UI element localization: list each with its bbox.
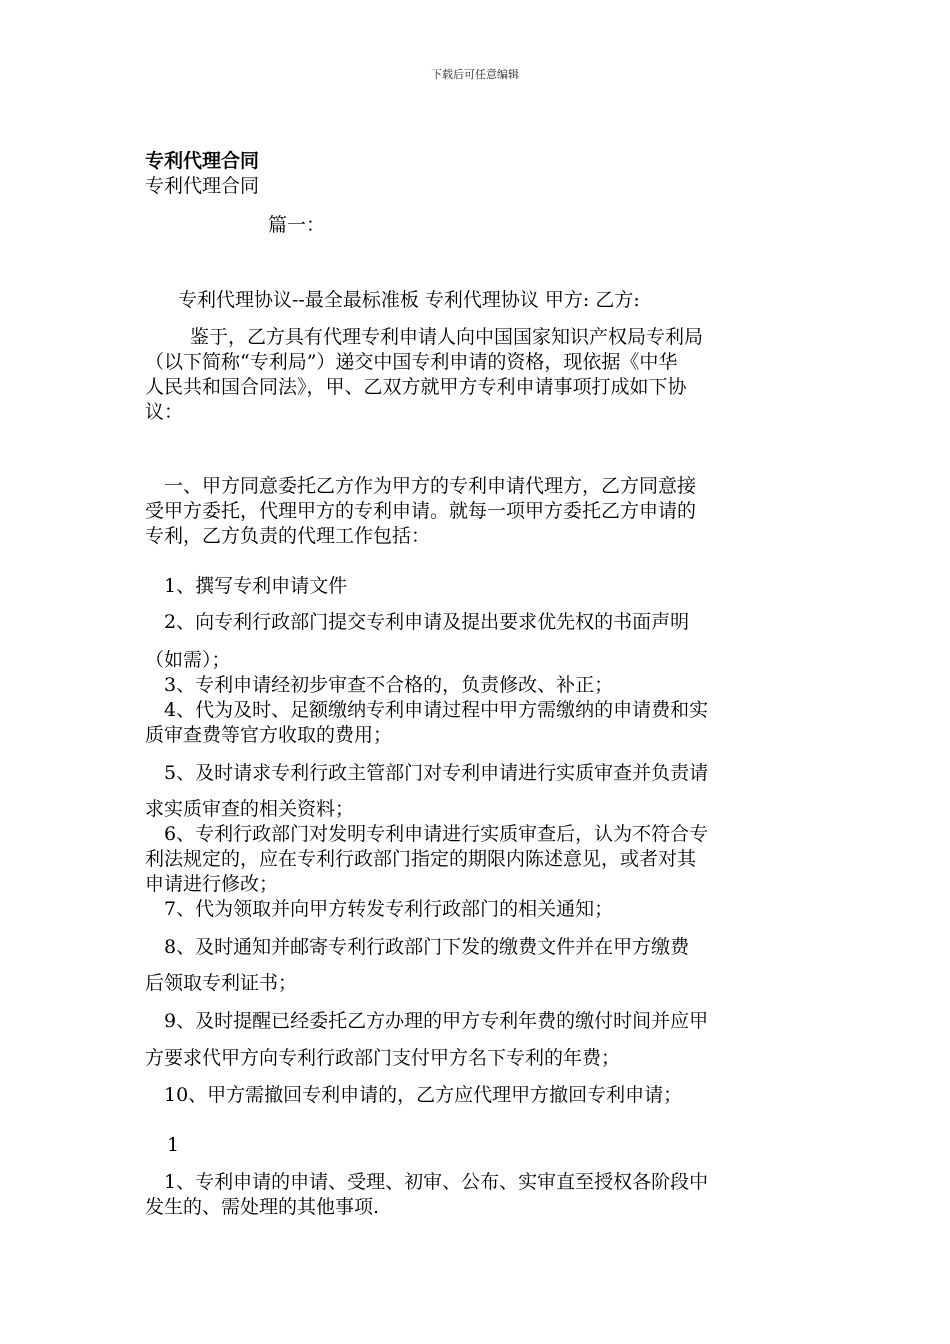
list-item: 质审查费等官方收取的费用；	[145, 724, 393, 746]
intro-line: 鉴于，乙方具有代理专利申请人向中国国家知识产权局专利局	[190, 326, 704, 348]
list-item: 利法规定的，应在专利行政部门指定的期限内陈述意见，或者对其	[145, 848, 697, 870]
page-number: 1	[167, 1134, 180, 1156]
list-item: 5、及时请求专利行政主管部门对专利申请进行实质审查并负责请	[164, 762, 709, 784]
intro-line: 人民共和国合同法》，甲、乙双方就甲方专利申请事项打成如下协	[145, 376, 687, 398]
agreement-heading: 专利代理协议--最全最标准板 专利代理协议 甲方: 乙方:	[178, 289, 640, 311]
list-item: 4、代为及时、足额缴纳专利申请过程中甲方需缴纳的申请费和实	[164, 699, 709, 721]
clause-1-line: 一、甲方同意委托乙方作为甲方的专利申请代理方，乙方同意接	[164, 475, 697, 497]
list-item: （如需）；	[145, 649, 231, 671]
list-item: 后领取专利证书；	[145, 972, 298, 994]
document-subtitle: 专利代理合同	[145, 175, 260, 197]
intro-line: （以下简称“专利局”）递交中国专利申请的资格，现依据《中华	[145, 351, 678, 373]
list-item: 3、专利申请经初步审查不合格的，负责修改、补正；	[164, 674, 614, 696]
list-item: 9、及时提醒已经委托乙方办理的甲方专利年费的缴付时间并应甲	[164, 1010, 709, 1032]
list-item: 10、甲方需撤回专利申请的，乙方应代理甲方撤回专利申请；	[164, 1084, 683, 1106]
clause-1-line: 受甲方委托，代理甲方的专利申请。就每一项甲方委托乙方申请的	[145, 500, 697, 522]
list-item: 发生的、需处理的其他事项.	[145, 1196, 380, 1218]
list-item: 8、及时通知并邮寄专利行政部门下发的缴费文件并在甲方缴费	[164, 936, 690, 958]
list-item: 方要求代甲方向专利行政部门支付甲方名下专利的年费；	[145, 1047, 621, 1069]
chapter-heading: 篇一：	[268, 214, 326, 236]
list-item: 7、代为领取并向甲方转发专利行政部门的相关通知；	[164, 898, 614, 920]
list-item: 6、专利行政部门对发明专利申请进行实质审查后，认为不符合专	[164, 823, 709, 845]
list-item: 2、向专利行政部门提交专利申请及提出要求优先权的书面声明	[164, 611, 690, 633]
document-title: 专利代理合同	[145, 150, 260, 172]
intro-line: 议：	[145, 401, 184, 423]
list-item: 求实质审查的相关资料；	[145, 798, 355, 820]
list-item: 1、专利申请的申请、受理、初审、公布、实审直至授权各阶段中	[164, 1171, 709, 1193]
page-header-note: 下载后可任意编辑	[431, 68, 519, 81]
list-item: 申请进行修改；	[145, 873, 279, 895]
clause-1-line: 专利，乙方负责的代理工作包括：	[145, 525, 431, 547]
list-item: 1、撰写专利申请文件	[164, 575, 348, 597]
